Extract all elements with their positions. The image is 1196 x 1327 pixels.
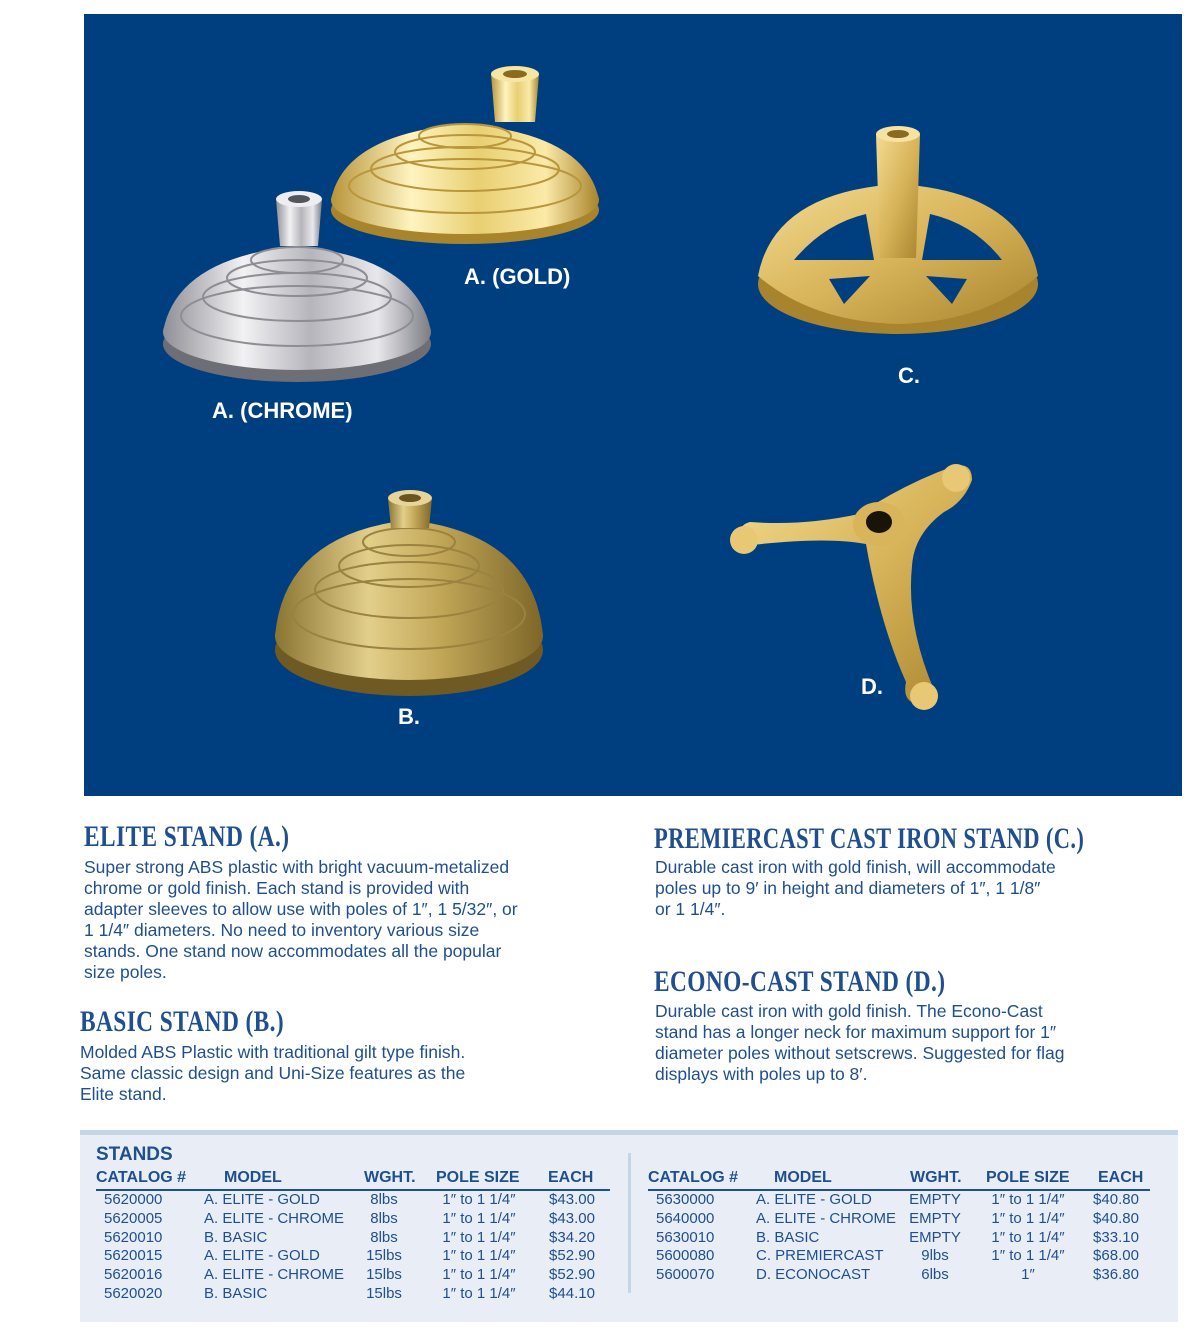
- econocast-stand-description: [655, 1001, 1065, 1085]
- label-econocast: D.: [861, 674, 883, 699]
- catalog-cell: 5620016: [104, 1266, 163, 1284]
- weight-cell: EMPTY: [909, 1209, 961, 1227]
- column-header-pole-size: POLE SIZE: [974, 1168, 1082, 1190]
- table-row: [648, 1266, 1150, 1285]
- label-elite-gold: A. (GOLD): [464, 264, 571, 289]
- description-line: poles up to 9′ in height and diameters of 1″, 1 1/8″: [655, 878, 1041, 898]
- table-heading: STANDS: [96, 1144, 173, 1165]
- description-line: stands. One stand now accommodates all the popular: [84, 941, 502, 961]
- description-line: stand has a longer neck for maximum support for 1″: [655, 1022, 1057, 1042]
- table-row: [96, 1190, 610, 1210]
- premiercast-stand-description: [655, 857, 1056, 920]
- catalog-cell: 5620010: [104, 1228, 163, 1246]
- weight-cell: 8lbs: [370, 1209, 398, 1227]
- column-header-catalog: CATALOG #: [648, 1168, 756, 1190]
- catalog-cell: 5640000: [656, 1209, 715, 1227]
- pole-size-cell: 1″: [1021, 1266, 1035, 1284]
- price-cell: $40.80: [1093, 1209, 1139, 1227]
- elite-gold-stand-image: [331, 66, 599, 244]
- description-line: displays with poles up to 8′.: [655, 1064, 868, 1084]
- basic-stand-title: BASIC STAND (B.): [80, 1005, 285, 1038]
- pole-size-cell: 1″ to 1 1/4″: [442, 1228, 516, 1246]
- weight-cell: 15lbs: [366, 1284, 402, 1302]
- table-row: [96, 1285, 610, 1304]
- model-cell: A. ELITE - CHROME: [204, 1266, 345, 1284]
- model-cell: A. ELITE - CHROME: [756, 1209, 897, 1227]
- weight-cell: 6lbs: [921, 1266, 949, 1284]
- model-cell: B. BASIC: [204, 1228, 268, 1246]
- model-cell: D. ECONOCAST: [756, 1266, 871, 1284]
- table-row: [648, 1247, 1150, 1266]
- catalog-cell: 5620005: [104, 1209, 163, 1227]
- description-line: adapter sleeves to allow use with poles of 1″, 1 5/32″, or: [84, 899, 518, 919]
- price-cell: $68.00: [1093, 1247, 1139, 1265]
- table-divider: [628, 1153, 631, 1293]
- catalog-cell: 5630000: [656, 1191, 715, 1208]
- price-table-right: [648, 1168, 1150, 1285]
- elite-stand-title: ELITE STAND (A.): [84, 820, 290, 853]
- description-line: Super strong ABS plastic with bright vacuum-metalized: [84, 857, 510, 877]
- column-header-each: EACH: [534, 1168, 610, 1190]
- label-premiercast: C.: [898, 363, 920, 388]
- econocast-stand-image: [730, 464, 972, 710]
- price-cell: $44.10: [549, 1284, 595, 1302]
- label-elite-chrome: A. (CHROME): [212, 398, 353, 423]
- table-header-row: [96, 1168, 610, 1190]
- basic-stand-description: [80, 1042, 465, 1105]
- weight-cell: EMPTY: [909, 1228, 961, 1246]
- pole-size-cell: 1″ to 1 1/4″: [442, 1191, 516, 1208]
- basic-stand-image: [275, 490, 543, 696]
- pole-size-cell: 1″ to 1 1/4″: [442, 1209, 516, 1227]
- econocast-stand-title: ECONO-CAST STAND (D.): [654, 965, 946, 998]
- catalog-cell: 5630010: [656, 1228, 715, 1246]
- model-cell: C. PREMIERCAST: [756, 1247, 884, 1265]
- description-line: Same classic design and Uni-Size features as the: [80, 1063, 466, 1083]
- table-row: [96, 1229, 610, 1248]
- weight-cell: 8lbs: [370, 1228, 398, 1246]
- pole-size-cell: 1″ to 1 1/4″: [991, 1228, 1065, 1246]
- label-basic: B.: [398, 704, 420, 729]
- price-table-left: [96, 1168, 610, 1304]
- column-header-weight: WGHT.: [896, 1168, 974, 1190]
- weight-cell: 15lbs: [366, 1247, 402, 1265]
- pole-size-cell: 1″ to 1 1/4″: [442, 1284, 516, 1302]
- price-cell: $52.90: [549, 1266, 595, 1284]
- price-cell: $43.00: [549, 1209, 595, 1227]
- price-cell: $43.00: [549, 1191, 595, 1208]
- pole-size-cell: 1″ to 1 1/4″: [991, 1191, 1065, 1208]
- table-row: [648, 1190, 1150, 1210]
- catalog-cell: 5620015: [104, 1247, 163, 1265]
- pole-size-cell: 1″ to 1 1/4″: [442, 1266, 516, 1284]
- column-header-model: MODEL: [756, 1168, 896, 1190]
- weight-cell: 8lbs: [370, 1191, 398, 1208]
- description-line: Durable cast iron with gold finish. The Econo-Cast: [655, 1001, 1043, 1021]
- pole-size-cell: 1″ to 1 1/4″: [991, 1247, 1065, 1265]
- column-header-pole-size: POLE SIZE: [424, 1168, 534, 1190]
- model-cell: B. BASIC: [204, 1284, 268, 1302]
- table-row: [648, 1210, 1150, 1229]
- catalog-cell: 5600080: [656, 1247, 715, 1265]
- column-header-weight: WGHT.: [344, 1168, 424, 1190]
- description-line: Elite stand.: [80, 1084, 167, 1104]
- model-cell: A. ELITE - CHROME: [204, 1209, 345, 1227]
- pole-size-cell: 1″ to 1 1/4″: [991, 1209, 1065, 1227]
- column-header-each: EACH: [1082, 1168, 1150, 1190]
- description-line: Durable cast iron with gold finish, will accommodate: [655, 857, 1056, 877]
- price-cell: $36.80: [1093, 1266, 1139, 1284]
- description-line: diameter poles without setscrews. Suggested for flag: [655, 1043, 1065, 1063]
- description-line: 1 1/4″ diameters. No need to inventory various size: [84, 920, 480, 940]
- weight-cell: 9lbs: [921, 1247, 949, 1265]
- weight-cell: 15lbs: [366, 1266, 402, 1284]
- catalog-cell: 5620020: [104, 1284, 163, 1302]
- catalog-cell: 5600070: [656, 1266, 715, 1284]
- price-cell: $33.10: [1093, 1228, 1139, 1246]
- description-line: Molded ABS Plastic with traditional gilt type finish.: [80, 1042, 466, 1062]
- elite-stand-description: [84, 857, 518, 983]
- table-row: [96, 1247, 610, 1266]
- table-row: [648, 1229, 1150, 1248]
- table-row: [96, 1210, 610, 1229]
- catalog-cell: 5620000: [104, 1191, 163, 1208]
- table-header-row: [648, 1168, 1150, 1190]
- column-header-model: MODEL: [204, 1168, 344, 1190]
- model-cell: B. BASIC: [756, 1228, 820, 1246]
- price-cell: $52.90: [549, 1247, 595, 1265]
- price-cell: $40.80: [1093, 1191, 1139, 1208]
- model-cell: A. ELITE - GOLD: [204, 1247, 320, 1265]
- description-line: or 1 1/4″.: [655, 899, 726, 919]
- model-cell: A. ELITE - GOLD: [204, 1191, 320, 1208]
- stands-price-table-panel: [80, 1130, 1178, 1322]
- column-header-catalog: CATALOG #: [96, 1168, 204, 1190]
- pole-size-cell: 1″ to 1 1/4″: [442, 1247, 516, 1265]
- table-row: [96, 1266, 610, 1285]
- price-cell: $34.20: [549, 1228, 595, 1246]
- premiercast-stand-image: [758, 126, 1038, 334]
- description-line: chrome or gold finish. Each stand is provided with: [84, 878, 470, 898]
- premiercast-stand-title: PREMIERCAST CAST IRON STAND (C.): [654, 822, 1085, 855]
- model-cell: A. ELITE - GOLD: [756, 1191, 872, 1208]
- description-line: size poles.: [84, 962, 167, 982]
- weight-cell: EMPTY: [909, 1191, 961, 1208]
- product-photo-panel: [84, 14, 1182, 796]
